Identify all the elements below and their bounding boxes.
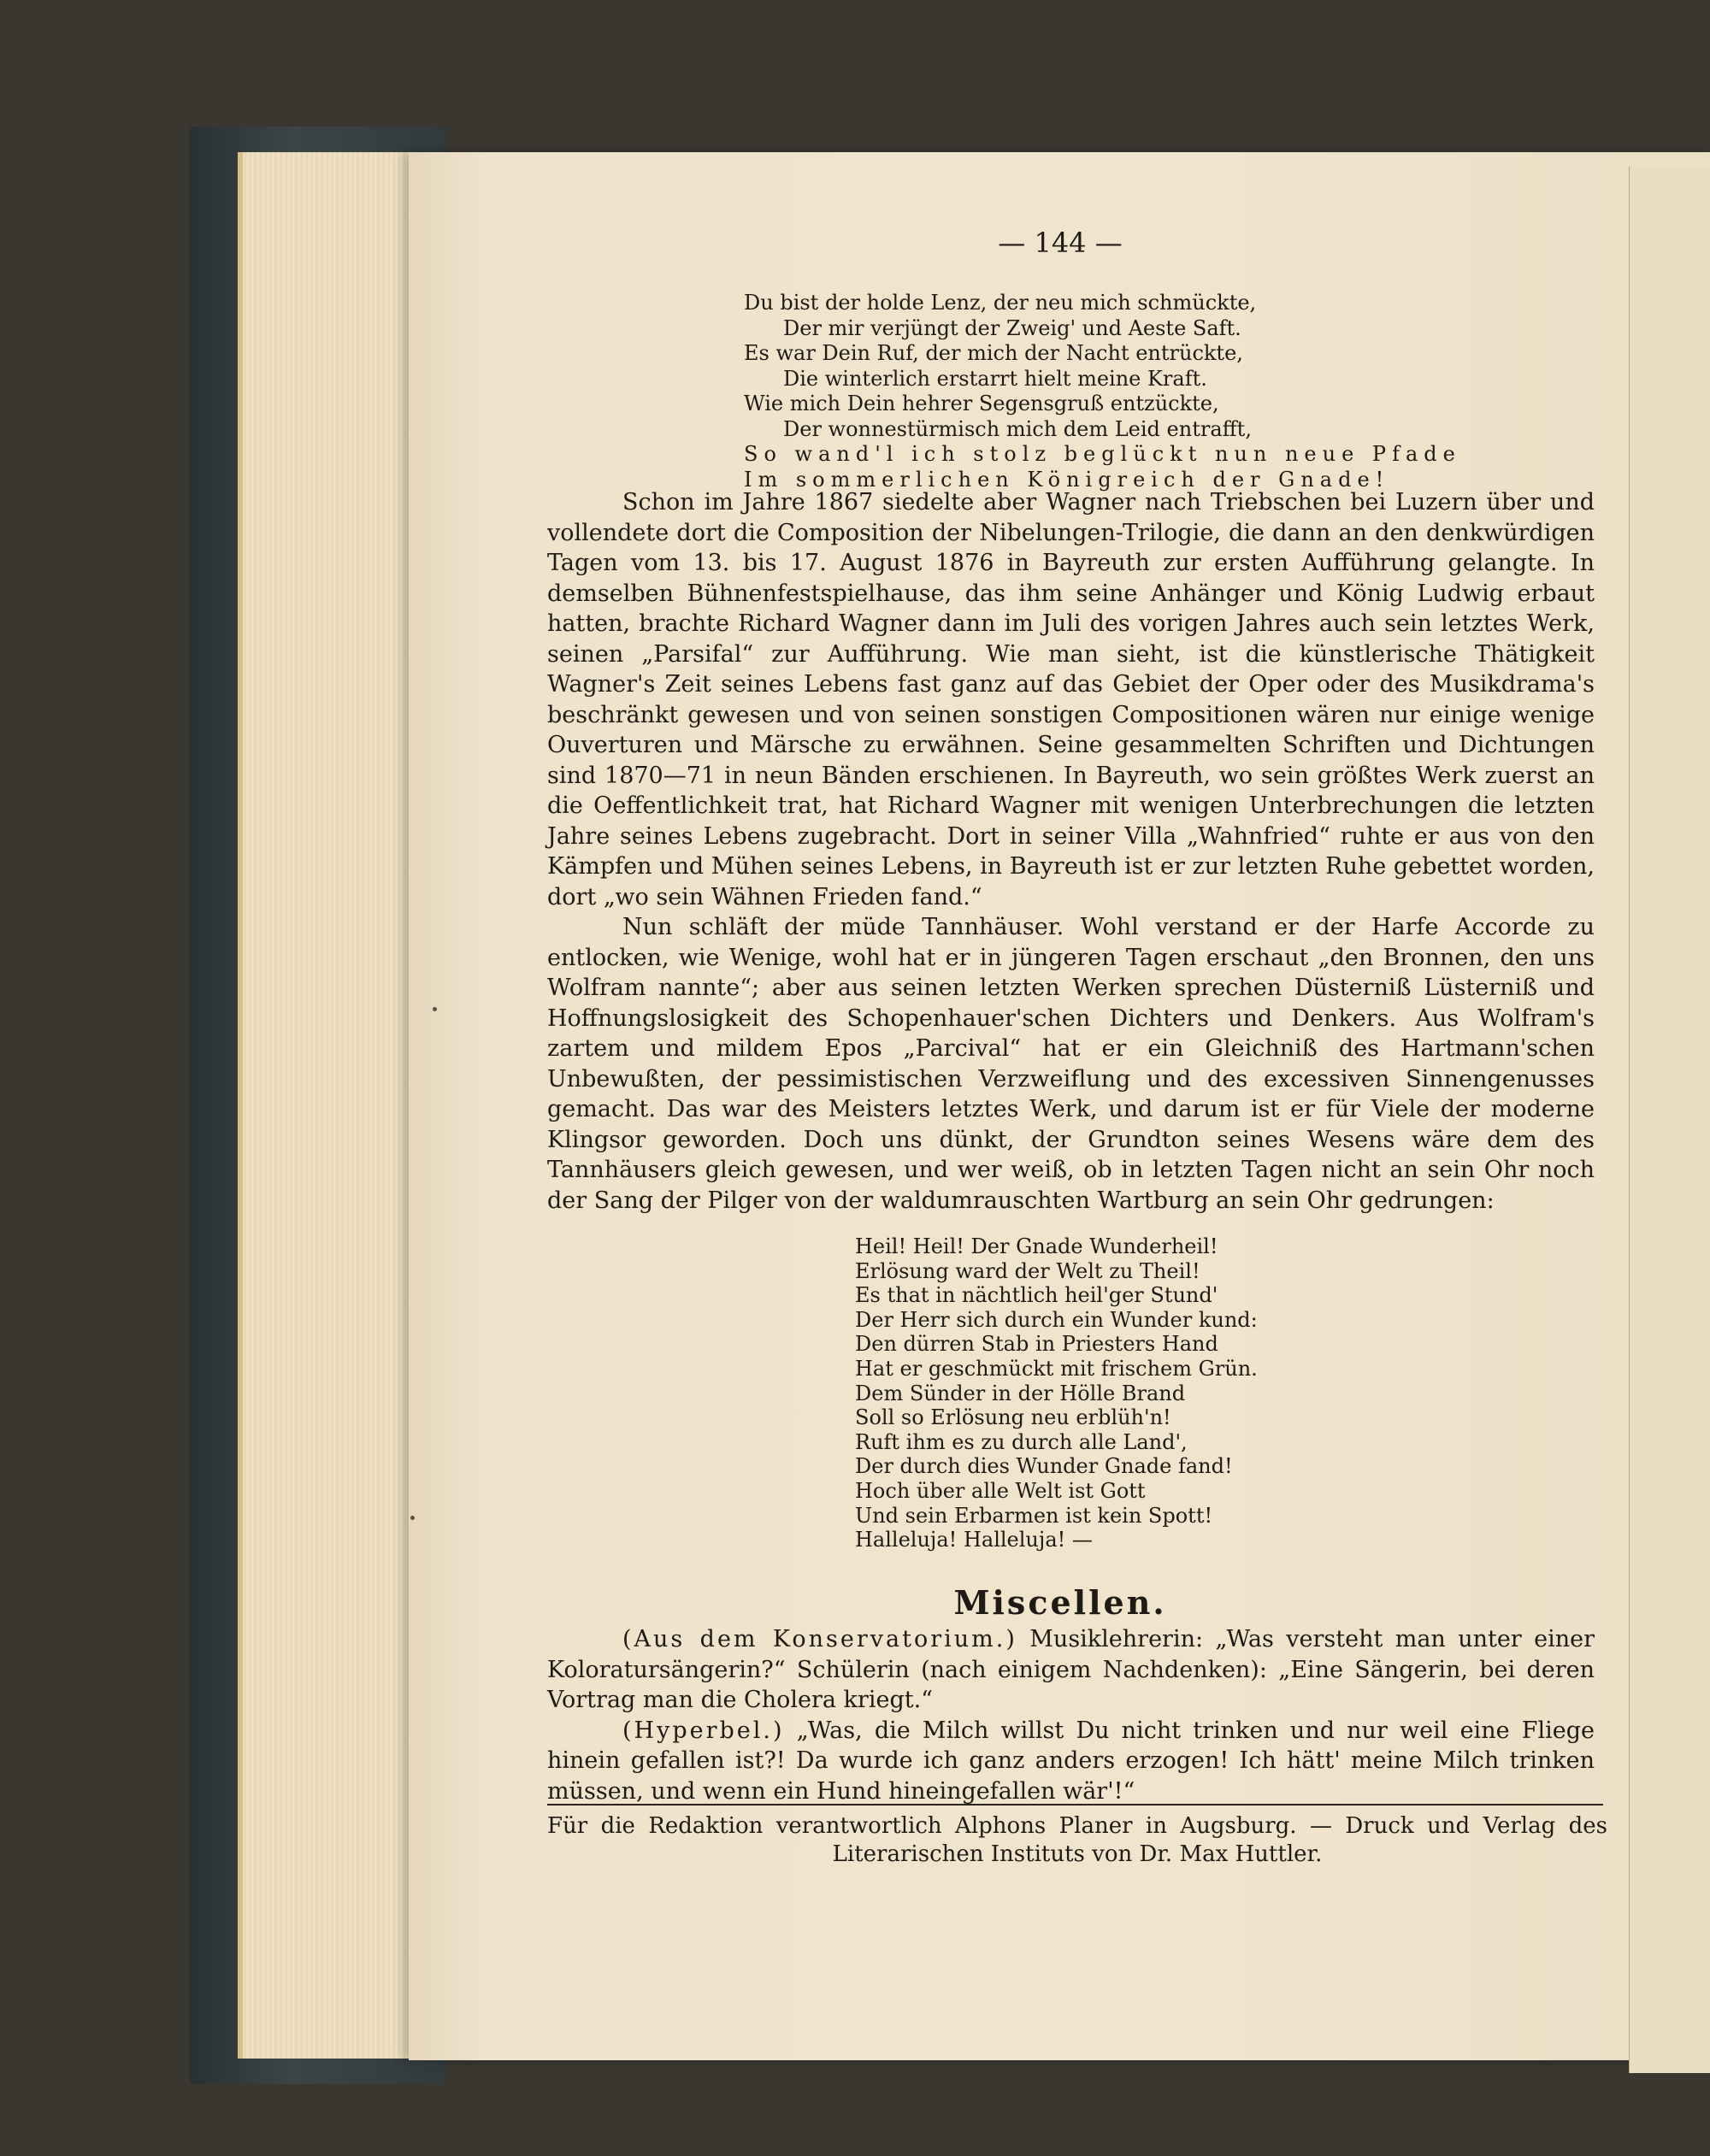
poem-line: Hoch über alle Welt ist Gott bbox=[855, 1478, 1146, 1503]
article-body bbox=[547, 487, 1595, 1216]
poem-line: Es that in nächtlich heil'ger Stund' bbox=[855, 1283, 1218, 1308]
anecdote-text: „Was, die Milch willst Du nicht trinken und nur weil eine Fliege hinein gefallen ist?! Da wurde ich ganz anders erzogen! Ich hätt' meine Milch trinken müssen, und wenn ein Hund hineingefallen wär'!“ bbox=[547, 1717, 1595, 1805]
poem-line: Und sein Erbarmen ist kein Spott! bbox=[855, 1503, 1213, 1528]
divider bbox=[547, 1804, 1603, 1806]
poem-line: Im sommerlichen Königreich der Gnade! bbox=[744, 467, 1390, 492]
poem-line: Dem Sünder in der Hölle Brand bbox=[855, 1381, 1186, 1405]
poem-line: Der Herr sich durch ein Wunder kund: bbox=[855, 1307, 1258, 1332]
poem-line: Der wonnestürmisch mich dem Leid entrafft, bbox=[783, 416, 1252, 441]
anecdote bbox=[547, 1716, 1595, 1807]
imprint-line: Literarischen Instituts von Dr. Max Huttler. bbox=[832, 1841, 1323, 1867]
anecdote-heading: (Hyperbel.) bbox=[622, 1717, 785, 1744]
poem-line: Heil! Heil! Der Gnade Wunderheil! bbox=[855, 1234, 1218, 1258]
poem-line: Die winterlich erstarrt hielt meine Kraft. bbox=[783, 366, 1207, 391]
poem-line: Wie mich Dein hehrer Segensgruß entzückte, bbox=[744, 392, 1219, 415]
section-title: Miscellen. bbox=[953, 1583, 1167, 1622]
poem-line: Der mir verjüngt der Zweig' und Aeste Saft. bbox=[783, 315, 1241, 340]
poem-line: Du bist der holde Lenz, der neu mich schmückte, bbox=[744, 291, 1257, 315]
poem-line: Halleluja! Halleluja! — bbox=[855, 1528, 1093, 1552]
poem-stanza bbox=[744, 291, 1461, 492]
poem-line: Ruft ihm es zu durch alle Land', bbox=[855, 1429, 1188, 1454]
imprint bbox=[547, 1812, 1607, 1869]
anecdote bbox=[547, 1624, 1595, 1716]
poem-line: Soll so Erlösung neu erblüh'n! bbox=[855, 1405, 1171, 1430]
page-number: — 144 — bbox=[998, 227, 1123, 259]
next-page-edge bbox=[1629, 167, 1710, 2073]
anecdote-text: Musiklehrerin: „Was versteht man unter einer Koloratursängerin?“ Schülerin (nach einigem Nachdenken): „Eine Sängerin, bei deren Vortrag man die Cholera kriegt.“ bbox=[547, 1626, 1595, 1713]
paragraph: Nun schläft der müde Tannhäuser. Wohl verstand er der Harfe Accorde zu entlocken, wie Wenige, wohl hat er in jüngeren Tagen erschaut „den Bronnen, den uns Wolfram nannte“; aber aus seinen letzten Werken sprechen Düsterniß Lüsterniß und Hoffnungslosigkeit des Schopenhauer'schen Dichters und Denkers. Aus Wolfram's zartem und mildem Epos „Parcival“ hat er ein Gleichniß des Hartmann'schen Unbewußten, der pessimistischen Verzweiflung und des excessiven Sinnengenusses gemacht. Das war des Meisters letztes Werk, und darum ist er für Viele der moderne Klingsor geworden. Doch uns dünkt, der Grundton seines Wesens wäre dem des Tannhäusers gleich gewesen, und wer weiß, ob in letzten Tagen nicht an sein Ohr noch der Sang der Pilger von der waldumrauschten Wartburg an sein Ohr gedrungen: bbox=[547, 914, 1595, 1214]
poem-line: So wand'l ich stolz beglückt nun neue Pfade bbox=[744, 442, 1461, 466]
speck bbox=[410, 1516, 415, 1520]
imprint-line: Für die Redaktion verantwortlich Alphons Planer in Augsburg. — Druck und Verlag des bbox=[547, 1813, 1607, 1839]
poem-line: Der durch dies Wunder Gnade fand! bbox=[855, 1454, 1233, 1479]
poem-line: Hat er geschmückt mit frischem Grün. bbox=[855, 1356, 1258, 1381]
poem-line: Es war Dein Ruf, der mich der Nacht entrückte, bbox=[744, 341, 1243, 365]
anecdote-heading: (Aus dem Konservatorium.) bbox=[622, 1626, 1017, 1652]
miscellen-section bbox=[547, 1624, 1595, 1806]
poem-line: Den dürren Stab in Priesters Hand bbox=[855, 1332, 1218, 1357]
paragraph: Schon im Jahre 1867 siedelte aber Wagner nach Triebschen bei Luzern über und vollendete dort die Composition der Nibelungen-Trilogie, die dann an den denkwürdigen Tagen vom 13. bis 17. August 1876 in Bayreuth zur ersten Aufführung gelangte. In demselben Bühnenfestspielhause, das ihm seine Anhänger und König Ludwig erbaut hatten, brachte Richard Wagner dann im Juli des vorigen Jahres auch sein letztes Werk, seinen „Parsifal“ zur Aufführung. Wie man sieht, ist die künstlerische Thätigkeit Wagner's Zeit seines Lebens fast ganz auf das Gebiet der Oper oder des Musikdrama's beschränkt gewesen und von seinen sonstigen Compositionen wären nur einige wenige Ouverturen und Märsche zu erwähnen. Seine gesammelten Schriften und Dichtungen sind 1870—71 in neun Bänden erschienen. In Bayreuth, wo sein größtes Werk zuerst an die Oeffentlichkeit trat, hat Richard Wagner mit wenigen Unterbrechungen die letzten Jahre seines Lebens zugebracht. Dort in seiner Villa „Wahnfried“ ruhte er aus von den Kämpfen und Mühen seines Lebens, in Bayreuth ist er zur letzten Ruhe gebettet worden, dort „wo sein Wähnen Frieden fand.“ bbox=[547, 489, 1595, 910]
poem-line: Erlösung ward der Welt zu Theil! bbox=[855, 1258, 1200, 1283]
pilgrims-chorus bbox=[855, 1234, 1258, 1552]
speck bbox=[433, 1007, 437, 1011]
